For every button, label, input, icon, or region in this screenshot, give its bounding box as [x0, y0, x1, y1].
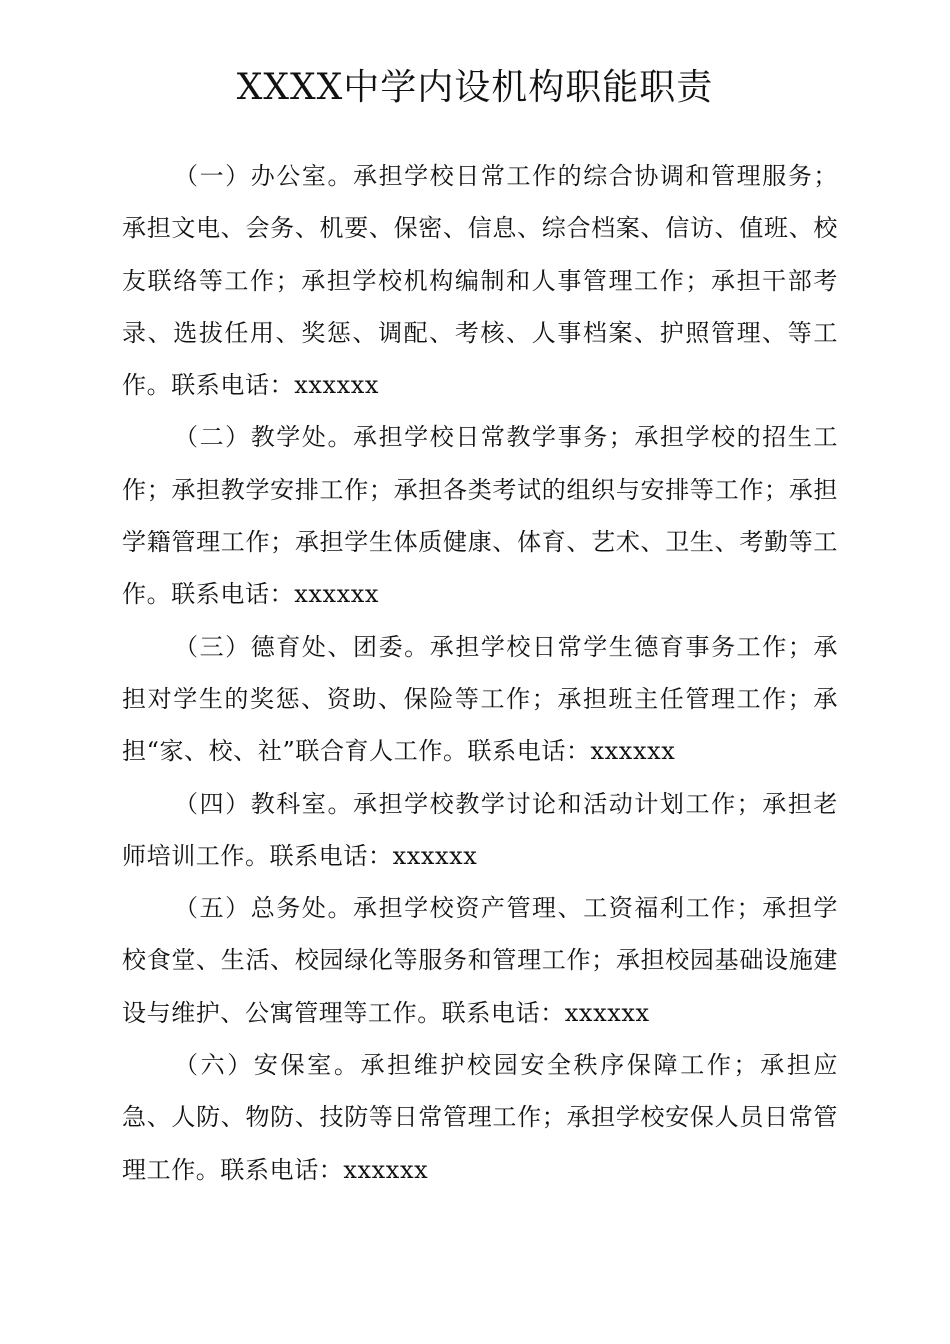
document-body [122, 150, 838, 1196]
section-general-affairs-office: （五）总务处。承担学校资产管理、工资福利工作；承担学校食堂、生活、校园绿化等服务和管理工作；承担校园基础设施建设与维护、公寓管理等工作。联系电话：xxxxxx [122, 894, 838, 1027]
section-office: （一）办公室。承担学校日常工作的综合协调和管理服务；承担文电、会务、机要、保密、信息、综合档案、信访、值班、校友联络等工作；承担学校机构编制和人事管理工作；承担干部考录、选拔任用、奖惩、调配、考核、人事档案、护照管理、等工作。联系电话：xxxxxx [122, 162, 838, 400]
section-moral-education-office: （三）德育处、团委。承担学校日常学生德育事务工作；承担对学生的奖惩、资助、保险等工作；承担班主任管理工作；承担“家、校、社”联合育人工作。联系电话：xxxxxx [122, 632, 838, 766]
document-title: XXXX中学内设机构职能职责 [236, 67, 714, 108]
section-security-office: （六）安保室。承担维护校园安全秩序保障工作；承担应急、人防、物防、技防等日常管理工作；承担学校安保人员日常管理工作。联系电话：xxxxxx [122, 1051, 838, 1184]
section-research-office: （四）教科室。承担学校教学讨论和活动计划工作；承担老师培训工作。联系电话：xxxxxx [122, 789, 838, 870]
section-teaching-office: （二）教学处。承担学校日常教学事务；承担学校的招生工作；承担教学安排工作；承担各类考试的组织与安排等工作；承担学籍管理工作；承担学生体质健康、体育、艺术、卫生、考勤等工作。联系电话：xxxxxx [122, 423, 838, 609]
